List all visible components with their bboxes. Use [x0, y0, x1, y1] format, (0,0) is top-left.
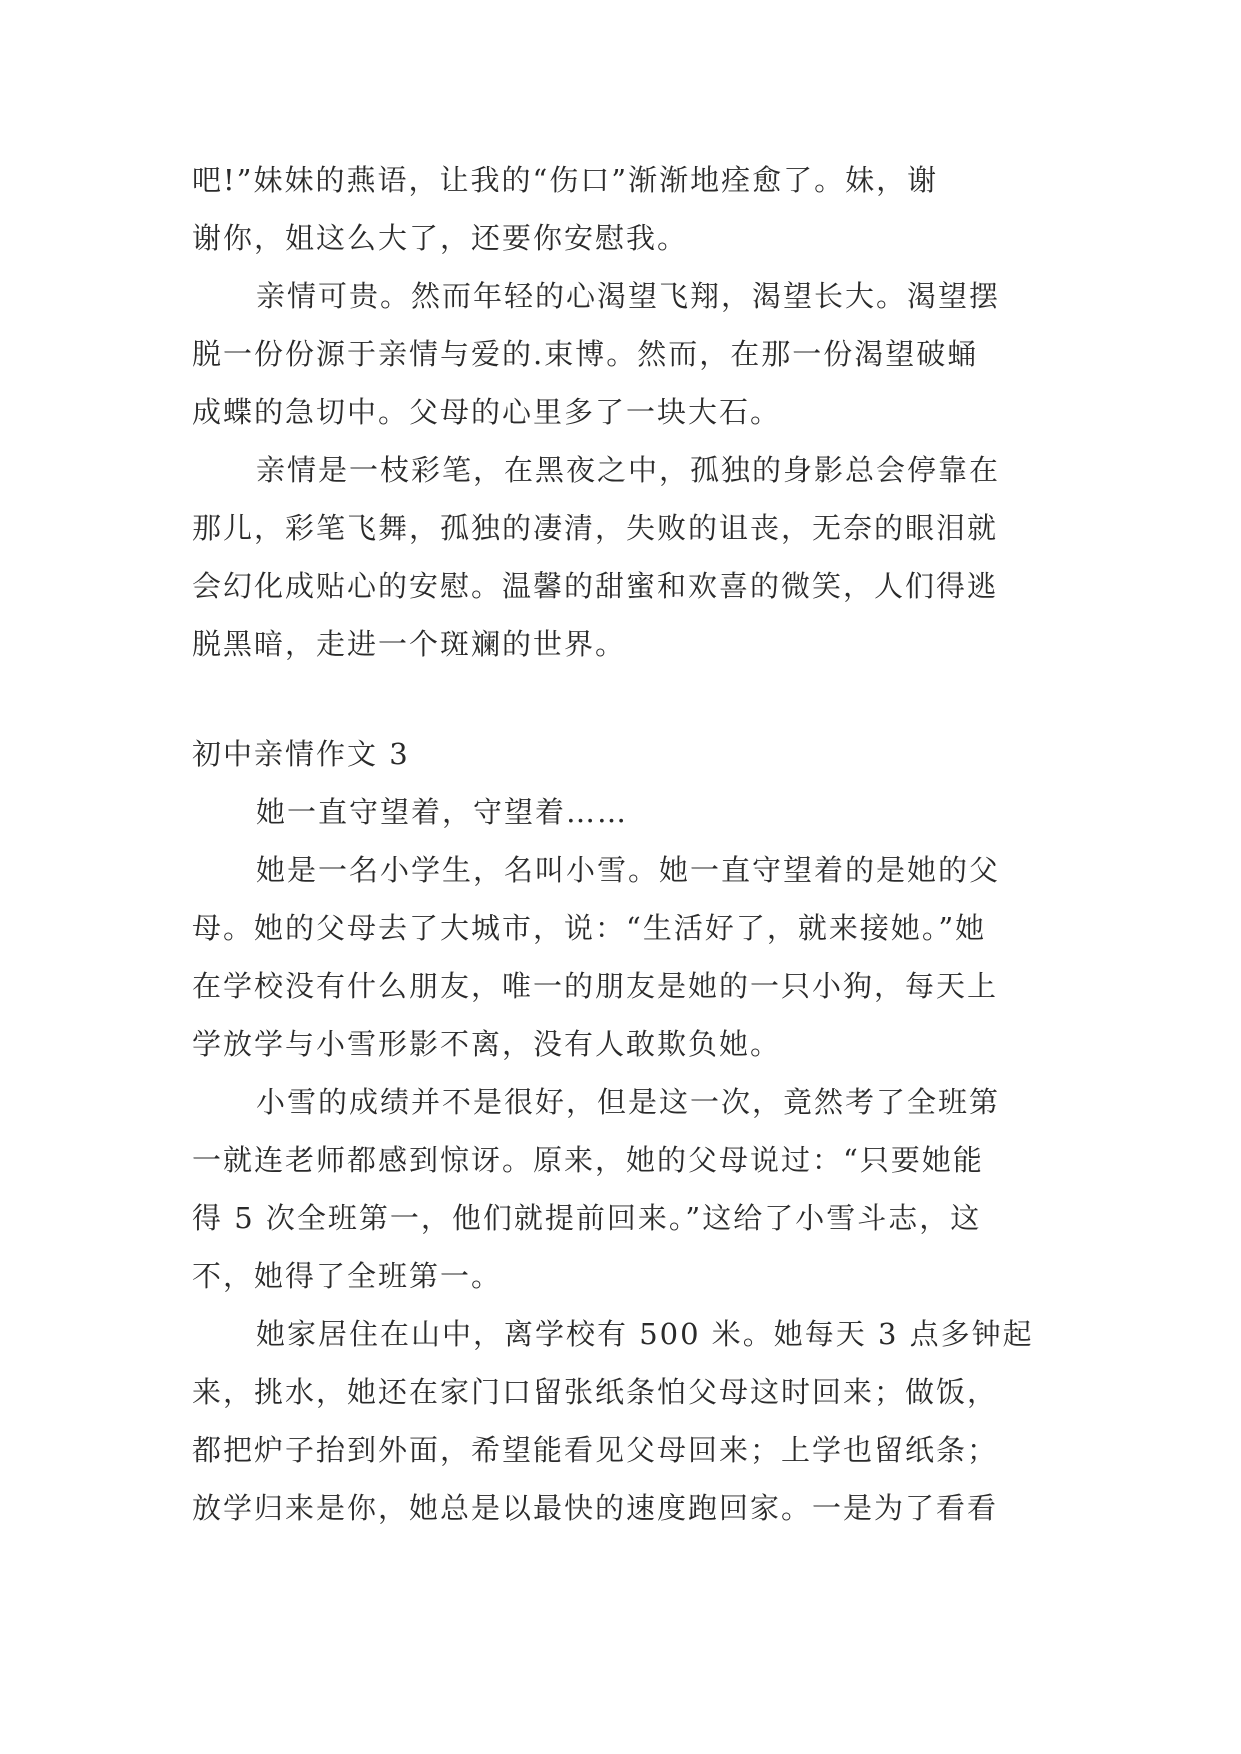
text-line: 在学校没有什么朋友，唯一的朋友是她的一只小狗，每天上 — [192, 969, 999, 1003]
section-title: 初中亲情作文 3 — [192, 737, 410, 771]
text-line: 来，挑水，她还在家门口留张纸条怕父母这时回来；做饭， — [192, 1375, 999, 1409]
paragraph-first-line: 她家居住在山中，离学校有 500 米。她每天 3 点多钟起 — [256, 1317, 1034, 1351]
text-line: 得 5 次全班第一，他们就提前回来。”这给了小雪斗志，这 — [192, 1201, 982, 1235]
text-line: 那儿，彩笔飞舞，孤独的凄清，失败的诅丧，无奈的眼泪就 — [192, 511, 999, 545]
text-line: 一就连老师都感到惊讶。原来，她的父母说过：“只要她能 — [192, 1143, 984, 1177]
text-line: 学放学与小雪形影不离，没有人敢欺负她。 — [192, 1027, 782, 1061]
text-line: 不，她得了全班第一。 — [192, 1259, 503, 1293]
text-line: 脱一份份源于亲情与爱的.束博。然而，在那一份渴望破蛹 — [192, 337, 979, 371]
text-line: 会幻化成贴心的安慰。温馨的甜蜜和欢喜的微笑，人们得逃 — [192, 569, 999, 603]
paragraph-first-line: 亲情是一枝彩笔，在黑夜之中，孤独的身影总会停靠在 — [256, 453, 1001, 487]
paragraph-first-line: 她是一名小学生，名叫小雪。她一直守望着的是她的父 — [256, 853, 1001, 887]
paragraph-first-line: 亲情可贵。然而年轻的心渴望飞翔，渴望长大。渴望摆 — [256, 279, 1001, 313]
text-line: 都把炉子抬到外面，希望能看见父母回来；上学也留纸条； — [192, 1433, 999, 1467]
paragraph-first-line: 她一直守望着，守望着…… — [256, 795, 629, 829]
paragraph-first-line: 小雪的成绩并不是很好，但是这一次，竟然考了全班第 — [256, 1085, 1001, 1119]
text-line: 成蝶的急切中。父母的心里多了一块大石。 — [192, 395, 782, 429]
text-line: 脱黑暗，走进一个斑斓的世界。 — [192, 627, 627, 661]
text-line: 放学归来是你，她总是以最快的速度跑回家。一是为了看看 — [192, 1491, 999, 1525]
text-line: 吧!”妹妹的燕语，让我的“伤口”渐渐地痊愈了。妹，谢 — [192, 163, 939, 197]
text-line: 母。她的父母去了大城市，说：“生活好了，就来接她。”她 — [192, 911, 987, 945]
text-line: 谢你，姐这么大了，还要你安慰我。 — [192, 221, 689, 255]
